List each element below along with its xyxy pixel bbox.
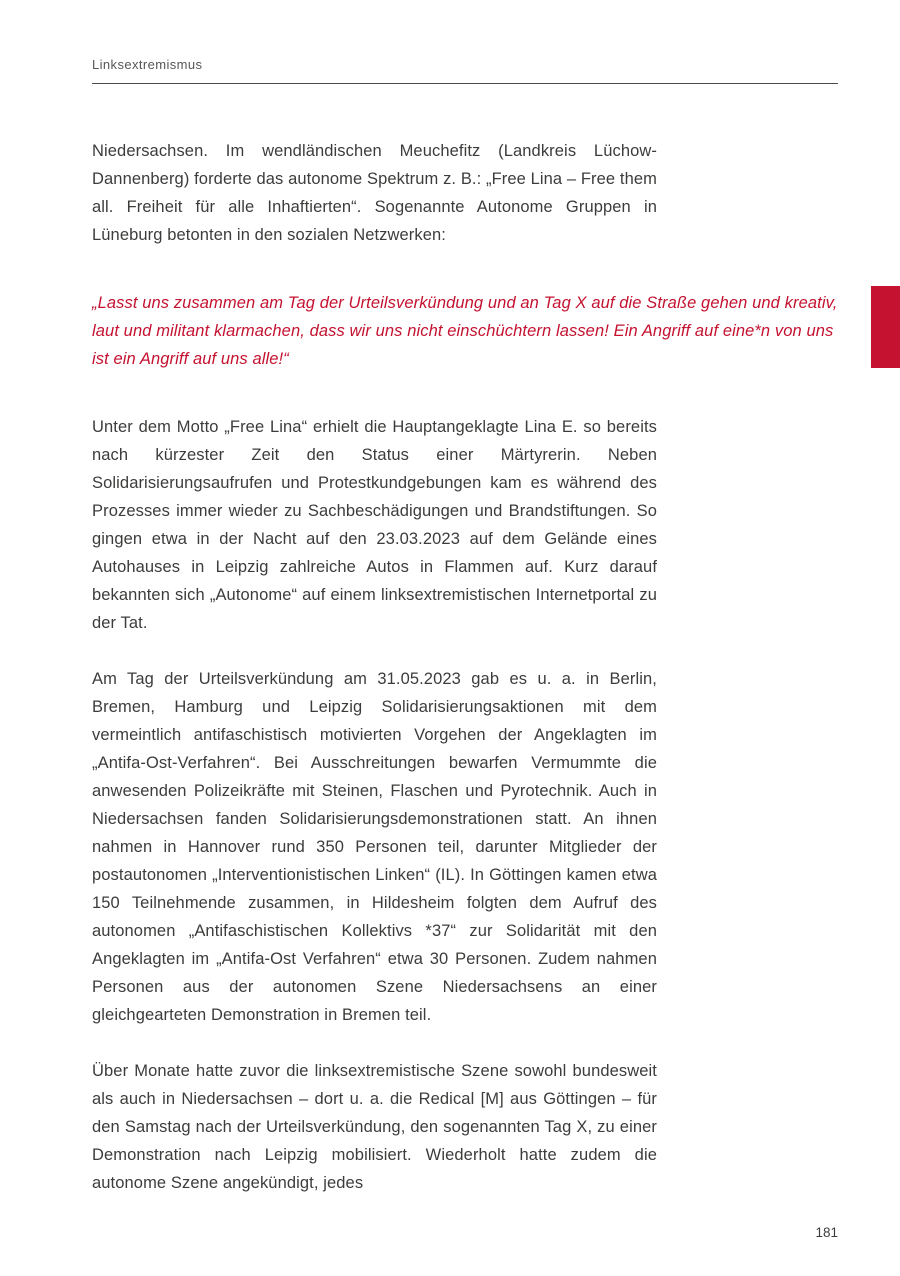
red-margin-marker [871, 286, 900, 368]
body-paragraph-4: Über Monate hatte zuvor die linksextremistische Szene sowohl bundesweit als auch in Niedersachsen – dort u. a. die Redical [M] aus Göttingen – für den Samstag nach der Urteilsverkündung, den sogenannten Tag X, zu einer Demonstration nach Leipzig mobilisiert. Wiederholt hatte zudem die autonome Szene angekündigt, jedes [92, 1062, 657, 1192]
main-text-column [92, 137, 838, 1197]
body-paragraph-1: Niedersachsen. Im wendländischen Meuchefitz (Landkreis Lüchow-Dannenberg) forderte das autonome Spektrum z. B.: „Free Lina – Free them all. Freiheit für alle Inhaftierten“. Sogenannte Autonome Gruppen in Lüneburg betonten in den sozialen Netzwerken: [92, 142, 657, 244]
page-number: 181 [815, 1225, 838, 1240]
quote-block [92, 289, 838, 373]
running-header [92, 56, 838, 84]
quote-text: „Lasst uns zusammen am Tag der Urteilsverkündung und an Tag X auf die Straße gehen und kreativ, laut und militant klarmachen, dass wir uns nicht einschüchtern lassen! Ein Angriff auf eine*n von uns ist ein Angriff auf uns alle!“ [92, 294, 838, 368]
page-footer [815, 1224, 838, 1242]
body-paragraph-2: Unter dem Motto „Free Lina“ erhielt die Hauptangeklagte Lina E. so bereits nach kürzester Zeit den Status einer Märtyrerin. Neben Solidarisierungsaufrufen und Protestkundgebungen kam es während des Prozesses immer wieder zu Sachbeschädigungen und Brandstiftungen. So gingen etwa in der Nacht auf den 23.03.2023 auf dem Gelände eines Autohauses in Leipzig zahlreiche Autos in Flammen auf. Kurz darauf bekannten sich „Autonome“ auf einem linksextremistischen Internetportal zu der Tat. [92, 418, 657, 632]
chapter-title: Linksextremismus [92, 57, 203, 72]
body-paragraph-3: Am Tag der Urteilsverkündung am 31.05.2023 gab es u. a. in Berlin, Bremen, Hamburg und Leipzig Solidarisierungsaktionen mit dem vermeintlich antifaschistisch motivierten Vorgehen der Angeklagten im „Antifa-Ost-Verfahren“. Bei Ausschreitungen bewarfen Vermummte die anwesenden Polizeikräfte mit Steinen, Flaschen und Pyrotechnik. Auch in Niedersachsen fanden Solidarisierungsdemonstrationen statt. An ihnen nahmen in Hannover rund 350 Personen teil, darunter Mitglieder der postautonomen „Interventionistischen Linken“ (IL). In Göttingen kamen etwa 150 Teilnehmende zusammen, in Hildesheim folgten dem Aufruf des autonomen „Antifaschistischen Kollektivs *37“ zur Solidarität mit den Angeklagten im „Antifa-Ost Verfahren“ etwa 30 Personen. Zudem nahmen Personen aus der autonomen Szene Niedersachsens an einer gleichgearteten Demonstration in Bremen teil. [92, 670, 657, 1024]
